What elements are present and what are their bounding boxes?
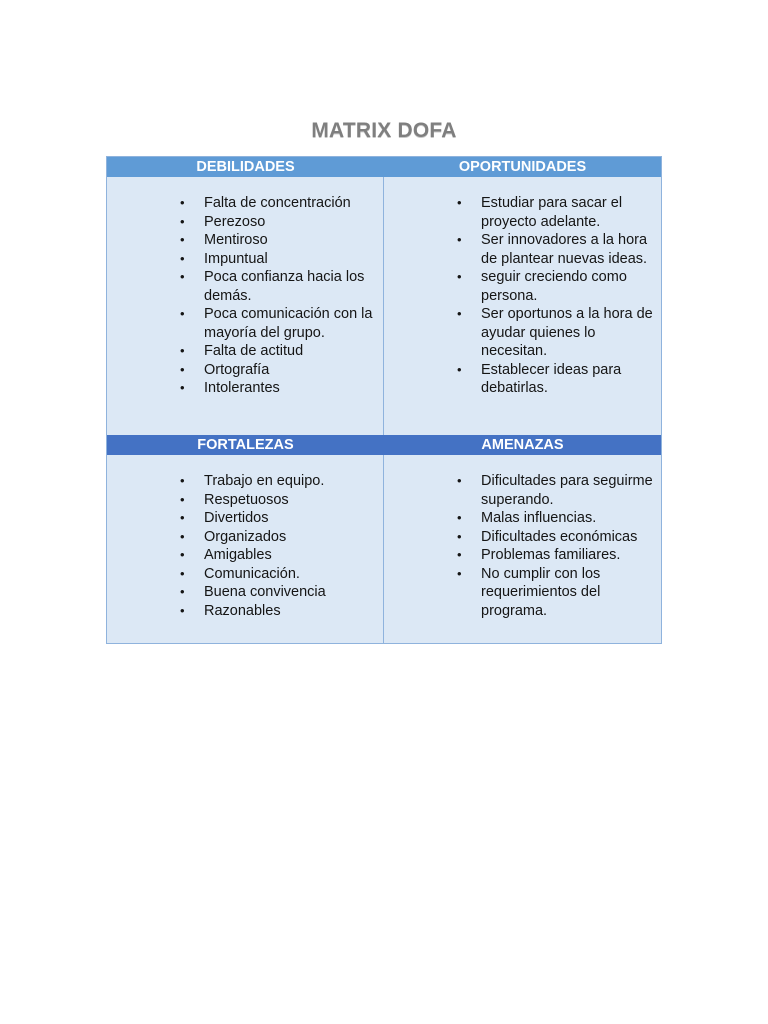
bullet-icon: • (180, 232, 185, 247)
list-item (180, 583, 380, 602)
bullet-icon: • (180, 473, 185, 488)
list-item (457, 194, 661, 231)
oportunidades-header: OPORTUNIDADES (384, 157, 661, 177)
amenazas-header: AMENAZAS (384, 435, 661, 455)
debilidades-list (180, 194, 380, 398)
bullet-icon: • (180, 528, 185, 544)
list-item (457, 231, 661, 268)
bullet-icon: • (457, 306, 462, 321)
list-item (457, 565, 661, 621)
list-item-text: Establecer ideas para debatirlas. (481, 361, 622, 396)
list-item-text: No cumplir con los requerimientos del programa. (481, 565, 601, 619)
list-item-text: Impuntual (204, 250, 268, 267)
list-item (180, 565, 380, 584)
bullet-icon: • (457, 565, 462, 581)
list-item-text: Divertidos (204, 510, 269, 526)
bullet-icon: • (180, 306, 185, 321)
bullet-icon: • (180, 584, 185, 599)
list-item-text: Dificultades para seguirme superando. (481, 473, 653, 508)
list-item-text: Ser oportunos a la hora de ayudar quienes lo necesitan. (481, 306, 653, 359)
list-item (180, 472, 380, 491)
bullet-icon: • (457, 473, 462, 488)
bullet-icon: • (180, 602, 185, 618)
oportunidades-cell (384, 177, 661, 435)
bullet-icon: • (180, 269, 185, 284)
list-item (180, 250, 380, 269)
dofa-matrix (106, 156, 662, 644)
list-item-text: Trabajo en equipo. (204, 473, 325, 489)
list-item (457, 546, 661, 565)
matrix-header-row-top (107, 157, 661, 177)
list-item-text: Estudiar para sacar el proyecto adelante. (481, 195, 623, 230)
list-item-text: Respetuosos (204, 491, 289, 508)
matrix-header-row-bottom (107, 435, 661, 455)
amenazas-list (457, 472, 661, 620)
list-item-text: Organizados (204, 528, 287, 545)
bullet-icon: • (457, 269, 462, 284)
bullet-icon: • (457, 361, 462, 377)
oportunidades-list (457, 194, 661, 398)
list-item-text: Malas influencias. (481, 510, 597, 526)
bullet-icon: • (180, 250, 185, 266)
list-item-text: Buena convivencia (204, 584, 326, 600)
list-item (457, 509, 661, 528)
list-item (180, 213, 380, 232)
list-item (180, 379, 380, 398)
list-item-text: Falta de actitud (204, 343, 304, 359)
bullet-icon: • (180, 195, 185, 210)
amenazas-cell (384, 455, 661, 643)
list-item (180, 509, 380, 528)
list-item-text: Dificultades económicas (481, 528, 638, 545)
list-item-text: Ser innovadores a la hora de plantear nuevas ideas. (481, 232, 648, 267)
fortalezas-cell (107, 455, 384, 643)
matrix-body-row-bottom (107, 455, 661, 643)
bullet-icon: • (457, 510, 462, 525)
debilidades-header: DEBILIDADES (107, 157, 384, 177)
list-item-text: seguir creciendo como persona. (481, 269, 627, 304)
list-item (457, 268, 661, 305)
list-item-text: Falta de concentración (204, 195, 351, 211)
bullet-icon: • (180, 491, 185, 507)
list-item (180, 342, 380, 361)
list-item (180, 491, 380, 510)
list-item-text: Intolerantes (204, 380, 280, 396)
bullet-icon: • (457, 195, 462, 210)
list-item (180, 602, 380, 621)
list-item-text: Perezoso (204, 213, 266, 230)
list-item-text: Mentiroso (204, 232, 268, 248)
list-item (180, 231, 380, 250)
list-item-text: Problemas familiares. (481, 547, 621, 563)
list-item-text: Ortografía (204, 361, 270, 378)
bullet-icon: • (180, 565, 185, 581)
list-item (457, 528, 661, 547)
list-item (457, 305, 661, 361)
page-title: MATRIX DOFA (311, 119, 457, 142)
bullet-icon: • (180, 510, 185, 525)
list-item-text: Poca comunicación con la mayoría del grupo. (204, 306, 373, 341)
list-item (180, 268, 380, 305)
list-item (180, 528, 380, 547)
list-item (180, 361, 380, 380)
fortalezas-header: FORTALEZAS (107, 435, 384, 455)
list-item-text: Comunicación. (204, 565, 300, 582)
matrix-body-row-top (107, 177, 661, 435)
list-item (180, 194, 380, 213)
list-item-text: Poca confianza hacia los demás. (204, 269, 365, 304)
bullet-icon: • (457, 232, 462, 247)
bullet-icon: • (180, 547, 185, 562)
bullet-icon: • (180, 213, 185, 229)
bullet-icon: • (457, 528, 462, 544)
bullet-icon: • (180, 380, 185, 395)
list-item (180, 305, 380, 342)
list-item-text: Amigables (204, 547, 272, 563)
bullet-icon: • (180, 361, 185, 377)
list-item (457, 472, 661, 509)
list-item-text: Razonables (204, 602, 281, 619)
bullet-icon: • (180, 343, 185, 358)
bullet-icon: • (457, 547, 462, 562)
debilidades-cell (107, 177, 384, 435)
list-item (457, 361, 661, 398)
list-item (180, 546, 380, 565)
fortalezas-list (180, 472, 380, 620)
